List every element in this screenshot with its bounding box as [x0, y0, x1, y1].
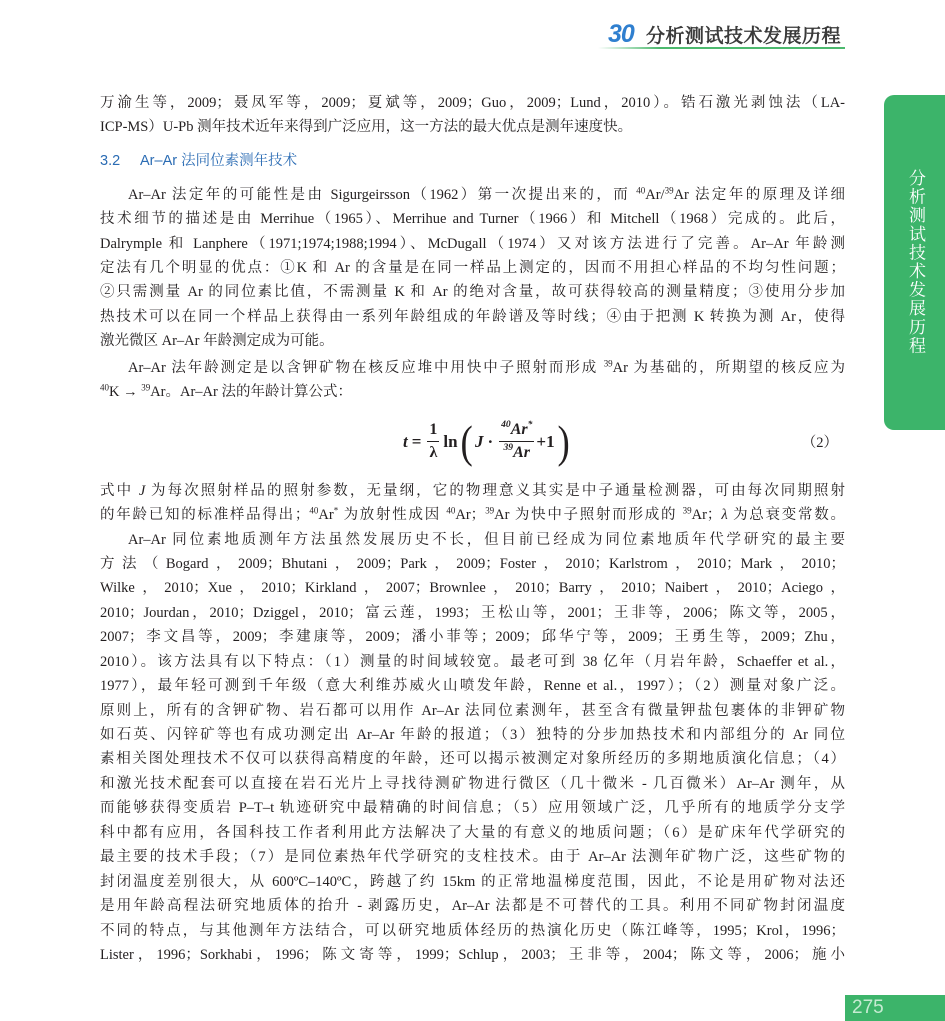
paragraph-3	[100, 479, 845, 528]
text-run: 激光微区 Ar–Ar 年龄测定成为可能。	[100, 333, 334, 350]
text-run: Ar–Ar 法定年的可能性是由 Sigurgeirsson（1962）第一次提出来的，而	[128, 186, 637, 203]
formula-dot: ·	[487, 431, 494, 451]
superscript: 39	[485, 505, 495, 516]
text-line	[100, 305, 845, 329]
text-line	[100, 280, 845, 304]
superscript: 39	[603, 358, 613, 369]
text-run: 为每次照射样品的照射参数，无量纲，它的物理意义其实是中子通量检测器，可由每次同期照射	[145, 482, 846, 499]
text-run: Ar/	[645, 186, 665, 203]
text-line	[100, 625, 845, 649]
page-number: 275	[852, 997, 884, 1018]
text-run: Ar；	[691, 507, 722, 524]
text-run: 原则上，所有的含钾矿物、岩石都可以用作 Ar–Ar 法同位素测年，甚至含有微量钾盐包裹体的非钾矿物	[100, 702, 845, 719]
side-chapter-tab	[884, 95, 945, 430]
text-run: 的年龄已知的标准样品得出；	[100, 507, 310, 524]
text-line	[100, 919, 845, 943]
text-run: 最主要的技术手段；（7）是同位素热年代学研究的支柱技术。由于 Ar–Ar 法测年矿物广泛，这些矿物的	[100, 849, 845, 866]
formula-equals: =	[411, 431, 422, 451]
text-run: ICP-MS）U-Pb 测年技术近年来得到广泛应用，这一方法的最大优点是测年速度快。	[100, 119, 633, 136]
formula-t: t	[403, 431, 408, 451]
fraction-2-denominator	[504, 442, 531, 462]
text-line	[100, 943, 845, 967]
text-run: Dalrymple 和 Lanphere（1971;1974;1988;1994）、McDugall（1974）又对该方法进行了完善。Ar–Ar 年龄测	[100, 235, 845, 252]
equation-number: （2）	[801, 435, 838, 452]
text-line	[100, 380, 845, 404]
text-line	[100, 747, 845, 771]
paragraph-1	[100, 183, 845, 354]
text-line	[100, 870, 845, 894]
text-run: 和激光技术配套可以直接在岩石光片上寻找待测矿物进行微区（几十微米 - 几百微米）Ar–Ar 测年，从	[100, 775, 845, 792]
numerator-symbol: Ar	[510, 421, 528, 439]
text-line	[100, 845, 845, 869]
text-line	[100, 329, 845, 353]
superscript: *	[333, 505, 339, 516]
text-run: Ar 法定年的原理及详细	[673, 186, 845, 203]
paragraph-intro	[100, 91, 845, 140]
text-run: Wilke，2010；Xue，2010；Kirkland，2007；Brownlee，2010；Barry，2010；Naibert，2010；Aciego，	[100, 580, 845, 597]
text-line	[100, 772, 845, 796]
superscript: 40	[636, 185, 646, 196]
text-run: Ar	[318, 507, 334, 524]
text-line	[100, 674, 845, 698]
age-formula	[403, 405, 572, 479]
section-number: 3.2	[100, 152, 121, 169]
formula-j: J	[474, 431, 484, 451]
text-line	[100, 115, 845, 139]
formula-left-paren: (	[460, 415, 473, 467]
text-line	[100, 650, 845, 674]
fraction-1-numerator: 1	[427, 421, 439, 441]
side-tab-label: 分析测试技术发展历程	[905, 169, 925, 355]
text-run: Lister，1996；Sorkhabi，1996；陈文寄等，1999；Schlup，2003；王非等，2004；陈文等，2006；施小	[100, 946, 845, 963]
text-run: 式中	[100, 482, 139, 499]
text-run: 热技术可以在同一个样品上获得由一系列年龄组成的年龄谱及等时线；④由于把测 K 转换为测 Ar，使得	[100, 308, 845, 325]
section-heading	[100, 149, 845, 173]
text-run: 1977），最年轻可测到千年级（意大利维苏威火山喷发年龄，Renne et al.，1997）；（2）测量对象广泛。	[100, 678, 845, 695]
text-run: 技术细节的描述是由 Merrihue（1965）、Merrihue and Turner（1966）和 Mitchell（1968）完成的。此后，	[100, 211, 845, 228]
text-run: K →	[108, 384, 142, 401]
text-run: 封闭温度差别很大，从 600ºC–140ºC，跨越了约 15km 的正常地温梯度范围，因此，不论是用矿物对法还	[100, 873, 845, 890]
text-run: 如石英、闪锌矿等也有成功测定出 Ar–Ar 年龄的报道；（3）独特的分步加热技术和内部组分的 Ar 同位	[100, 727, 845, 744]
text-line	[100, 821, 845, 845]
text-line	[100, 552, 845, 576]
text-run: 2010）。该方法具有以下特点：（1）测量的时间域较宽。最老可到 38 亿年（月岩年龄，Schaeffer et al.，	[100, 653, 845, 670]
text-line	[100, 576, 845, 600]
text-line	[100, 699, 845, 723]
text-run: 方法（Bogard，2009；Bhutani，2009；Park，2009；Foster，2010；Karlstrom，2010；Mark，2010；	[100, 555, 845, 572]
text-run: 定法有几个明显的优点：①K 和 Ar 的含量是在同一样品上测定的，因而不用担心样品的不均匀性问题；	[100, 260, 845, 277]
text-run: 不同的特点，与其他测年方法结合，可以研究地质体经历的热演化历史（陈江峰等，1995；Krol，1996；	[100, 922, 845, 939]
text-run: 2010；Jourdan，2010；Dziggel，2010；富云莲，1993；王松山等，2001；王非等，2006；陈文等，2005，	[100, 604, 845, 621]
text-line	[100, 232, 845, 256]
text-line	[100, 723, 845, 747]
text-run: 2007；李文昌等，2009；李建康等，2009；潘小菲等；2009；邱华宁等，2009；王勇生等，2009；Zhu，	[100, 629, 845, 646]
text-run: 为放射性成因	[338, 507, 447, 524]
numerator-mass: 40	[501, 419, 511, 431]
text-line	[100, 503, 845, 527]
text-run: Ar。Ar–Ar 法的年龄计算公式：	[150, 384, 352, 401]
text-run: 而能够获得变质岩 P–T–t 轨迹研究中最精确的时间信息；（5）应用领域广泛，几乎所有的地质学分支学	[100, 800, 845, 817]
fraction-1-denominator: λ	[429, 443, 438, 461]
superscript: 39	[682, 505, 692, 516]
denominator-symbol: Ar	[513, 443, 530, 461]
superscript: 40	[309, 505, 319, 516]
formula-right-paren: )	[557, 415, 570, 467]
paragraph-4	[100, 528, 845, 968]
text-run: Ar；	[455, 507, 486, 524]
text-line	[100, 256, 845, 280]
section-title: Ar–Ar 法同位素测年技术	[140, 152, 298, 169]
text-line	[100, 894, 845, 918]
text-line	[100, 528, 845, 552]
superscript: 39	[664, 185, 674, 196]
main-text	[100, 91, 845, 967]
text-run: 素相关图处理技术不仅可以获得高精度的年龄，还可以揭示被测定对象所经历的多期地质演化信息；（4）	[100, 751, 845, 768]
text-line	[100, 356, 845, 380]
italic-symbol: J	[138, 482, 146, 499]
text-run: Ar 为快中子照射而形成的	[494, 507, 683, 524]
fraction-2-numerator	[499, 421, 534, 441]
numerator-mark: *	[527, 419, 533, 431]
text-run: Ar 为基础的，所期望的核反应为	[612, 359, 845, 376]
text-line	[100, 207, 845, 231]
formula-fraction-2	[499, 421, 534, 462]
running-header	[608, 18, 845, 50]
text-run: ②只需测量 Ar 的同位素比值，不需测量 K 和 Ar 的绝对含量，故可获得较高的测量精度；③使用分步加	[100, 284, 845, 301]
equation-2	[100, 405, 845, 479]
text-run: 万渝生等，2009；聂凤军等，2009；夏斌等，2009；Guo，2009；Lund，2010）。锆石激光剥蚀法（LA-	[100, 95, 845, 111]
text-line	[100, 183, 845, 207]
superscript: 40	[446, 505, 456, 516]
formula-ln: ln	[443, 431, 458, 451]
superscript: 39	[141, 382, 151, 393]
text-run: 为总衰变常数。	[727, 507, 846, 524]
text-line	[100, 601, 845, 625]
formula-fraction-1	[427, 421, 439, 462]
formula-plus-one: +1	[536, 431, 555, 451]
denominator-mass: 39	[503, 441, 514, 453]
text-run: Ar–Ar 同位素地质测年方法虽然发展历史不长，但目前已经成为同位素地质年代学研究的最主要	[128, 531, 845, 548]
paragraph-2	[100, 356, 845, 405]
text-run: 是用年龄高程法研究地质体的抬升 - 剥露历史，Ar–Ar 法都是不可替代的工具。利用不同矿物封闭温度	[100, 898, 845, 915]
italic-symbol: λ	[721, 507, 728, 524]
text-line	[100, 796, 845, 820]
text-run: 科中都有应用，各国科技工作者利用此方法解决了大量的有意义的地质问题；（6）是矿床年代学研究的	[100, 824, 845, 841]
text-line	[100, 479, 845, 503]
text-line	[100, 91, 845, 115]
header-rule	[598, 47, 845, 49]
superscript: 40	[100, 382, 109, 393]
running-header-title: 分析测试技术发展历程	[646, 24, 842, 47]
page-number-box	[845, 995, 945, 1021]
anniversary-logo: 30	[608, 19, 634, 48]
text-run: Ar–Ar 法年龄测定是以含钾矿物在核反应堆中用快中子照射而形成	[128, 359, 604, 376]
